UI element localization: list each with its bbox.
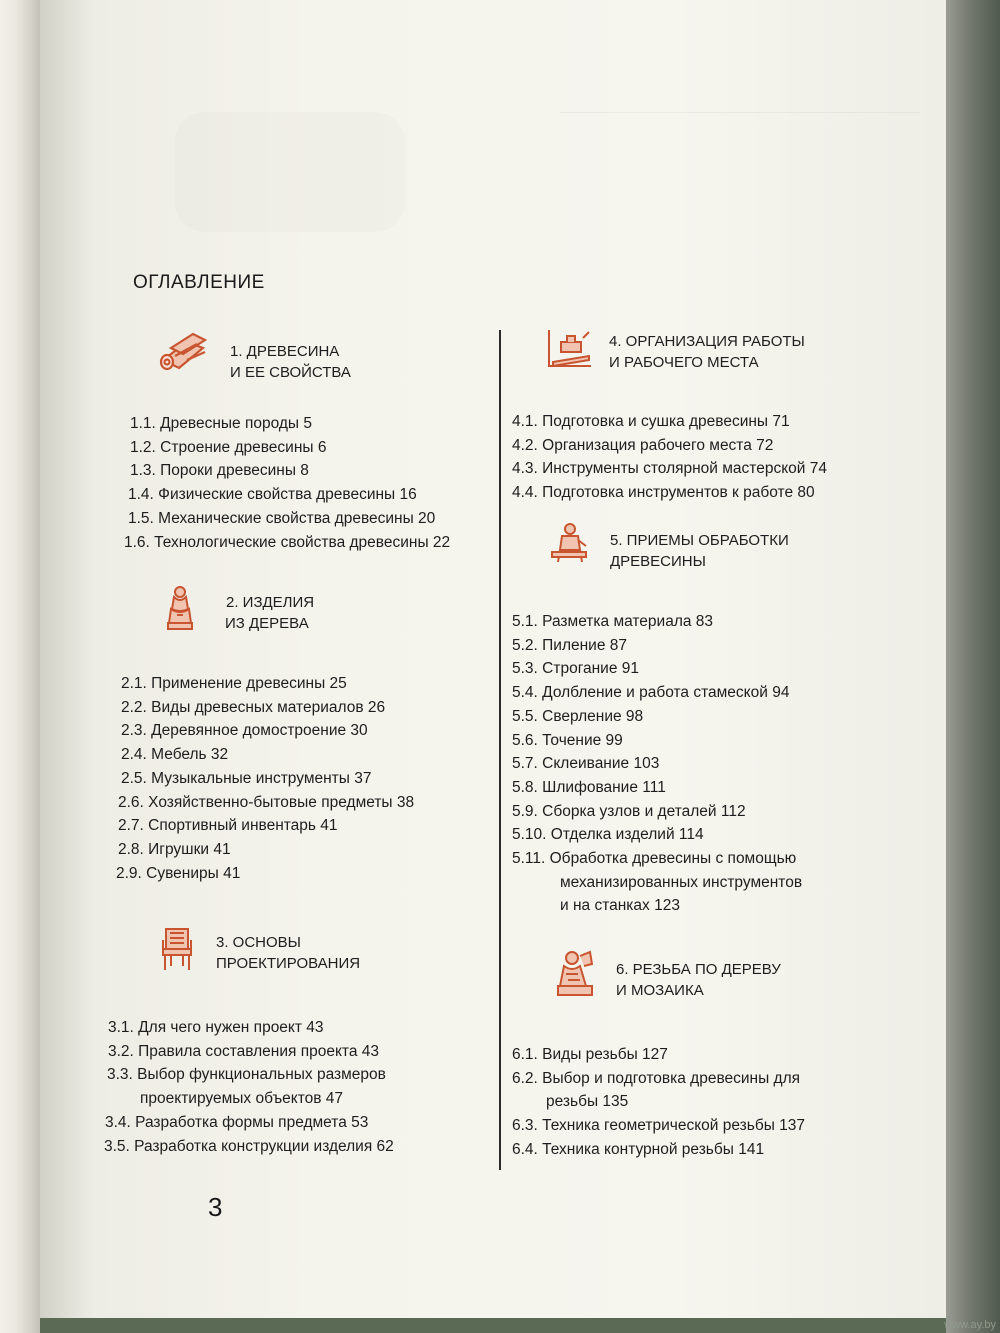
- toc-entry[interactable]: 5.11. Обработка древесины с помощью механизированных инструментов и на станках 123: [512, 850, 803, 915]
- toc-entry[interactable]: 5.2. Пиление 87: [512, 636, 628, 654]
- toc-entry[interactable]: 4.3. Инструменты столярной мастерской 74: [512, 460, 827, 478]
- section-6-list: [512, 1043, 805, 1162]
- toc-entry[interactable]: 2.7. Спортивный инвентарь 41: [118, 817, 338, 835]
- toc-entry[interactable]: 3.3. Выбор функциональных размеров проектируемых объектов 47: [107, 1066, 386, 1108]
- toc-entry[interactable]: 1.6. Технологические свойства древесины 22: [124, 533, 451, 551]
- toc-entry[interactable]: 3.1. Для чего нужен проект 43: [108, 1019, 324, 1036]
- toc-entry[interactable]: 1.3. Пороки древесины 8: [130, 462, 309, 480]
- toc-entry[interactable]: 5.5. Сверление 98: [512, 707, 644, 725]
- toc-entry[interactable]: 2.1. Применение древесины 25: [121, 675, 347, 692]
- watermark: www.ay.by: [944, 1319, 996, 1331]
- chair-icon: [160, 926, 194, 972]
- section-1-list: [124, 412, 451, 554]
- toc-entry[interactable]: 5.9. Сборка узлов и деталей 112: [512, 802, 746, 820]
- section-5-list: [512, 610, 802, 918]
- wooden-figurine-icon: [165, 585, 195, 631]
- lumber-logs-icon: [157, 330, 209, 372]
- toc-entry[interactable]: 6.4. Техника контурной резьбы 141: [512, 1140, 765, 1158]
- section-2-list: [116, 672, 415, 885]
- toc-entry[interactable]: 3.5. Разработка конструкции изделия 62: [104, 1137, 394, 1155]
- toc-entry[interactable]: 5.3. Строгание 91: [512, 660, 640, 678]
- toc-entry[interactable]: 2.8. Игрушки 41: [118, 840, 231, 858]
- toc-entry[interactable]: 3.2. Правила составления проекта 43: [108, 1042, 380, 1060]
- section-title-1: 1. ДРЕВЕСИНА И ЕЕ СВОЙСТВА: [230, 343, 351, 381]
- toc-entry[interactable]: 5.1. Разметка материала 83: [512, 613, 714, 630]
- toc-entry[interactable]: 6.3. Техника геометрической резьбы 137: [512, 1117, 806, 1135]
- section-3-list: [104, 1016, 394, 1158]
- toc-entry[interactable]: 6.1. Виды резьбы 127: [512, 1046, 668, 1063]
- column-divider: [499, 330, 501, 1170]
- toc-entry[interactable]: 1.4. Физические свойства древесины 16: [128, 486, 417, 504]
- toc-entry[interactable]: 2.9. Сувениры 41: [116, 864, 241, 882]
- toc-entry[interactable]: 5.8. Шлифование 111: [512, 778, 666, 796]
- toc-entry[interactable]: 1.2. Строение древесины 6: [130, 438, 327, 456]
- page-bottom-edge: [40, 1318, 946, 1333]
- section-title-5: 5. ПРИЕМЫ ОБРАБОТКИ ДРЕВЕСИНЫ: [610, 532, 789, 570]
- section-title-6: 6. РЕЗЬБА ПО ДЕРЕВУ И МОЗАИКА: [616, 961, 781, 999]
- section-title-2: 2. ИЗДЕЛИЯ ИЗ ДЕРЕВА: [225, 594, 315, 632]
- carpenter-working-icon: [550, 522, 588, 566]
- carved-sculpture-icon: [556, 950, 596, 998]
- toc-entry[interactable]: 1.1. Древесные породы 5: [130, 415, 312, 432]
- toc-entry[interactable]: 2.4. Мебель 32: [121, 746, 229, 764]
- page-title: ОГЛАВЛЕНИЕ: [133, 272, 265, 293]
- toc-entry[interactable]: 1.5. Механические свойства древесины 20: [128, 509, 436, 527]
- section-title-4: 4. ОРГАНИЗАЦИЯ РАБОТЫ И РАБОЧЕГО МЕСТА: [609, 333, 805, 371]
- toc-entry[interactable]: 5.7. Склеивание 103: [512, 755, 660, 773]
- toc-entry[interactable]: 6.2. Выбор и подготовка древесины для резьбы 135: [512, 1069, 801, 1111]
- toc-entry[interactable]: 2.5. Музыкальные инструменты 37: [121, 769, 372, 787]
- toc-entry[interactable]: 5.10. Отделка изделий 114: [512, 826, 704, 844]
- toc-entry[interactable]: 5.6. Точение 99: [512, 731, 623, 749]
- page-edge-shadow: [946, 0, 1000, 1333]
- toc-entry[interactable]: 4.4. Подготовка инструментов к работе 80: [512, 484, 815, 502]
- book-spine: [0, 0, 40, 1333]
- toc-entry[interactable]: 4.1. Подготовка и сушка древесины 71: [512, 413, 790, 430]
- toc-entry[interactable]: 2.2. Виды древесных материалов 26: [121, 698, 386, 716]
- toc-entry[interactable]: 2.6. Хозяйственно-бытовые предметы 38: [118, 793, 415, 811]
- toc-entry[interactable]: 3.4. Разработка формы предмета 53: [105, 1113, 369, 1131]
- toc-entry[interactable]: 4.2. Организация рабочего места 72: [512, 436, 774, 454]
- page-number: 3: [208, 1192, 223, 1222]
- workbench-tools-icon: [545, 328, 593, 370]
- toc-entry[interactable]: 2.3. Деревянное домостроение 30: [121, 722, 368, 740]
- section-title-3: 3. ОСНОВЫ ПРОЕКТИРОВАНИЯ: [216, 934, 361, 972]
- section-4-list: [512, 410, 827, 505]
- toc-entry[interactable]: 5.4. Долбление и работа стамеской 94: [512, 684, 790, 702]
